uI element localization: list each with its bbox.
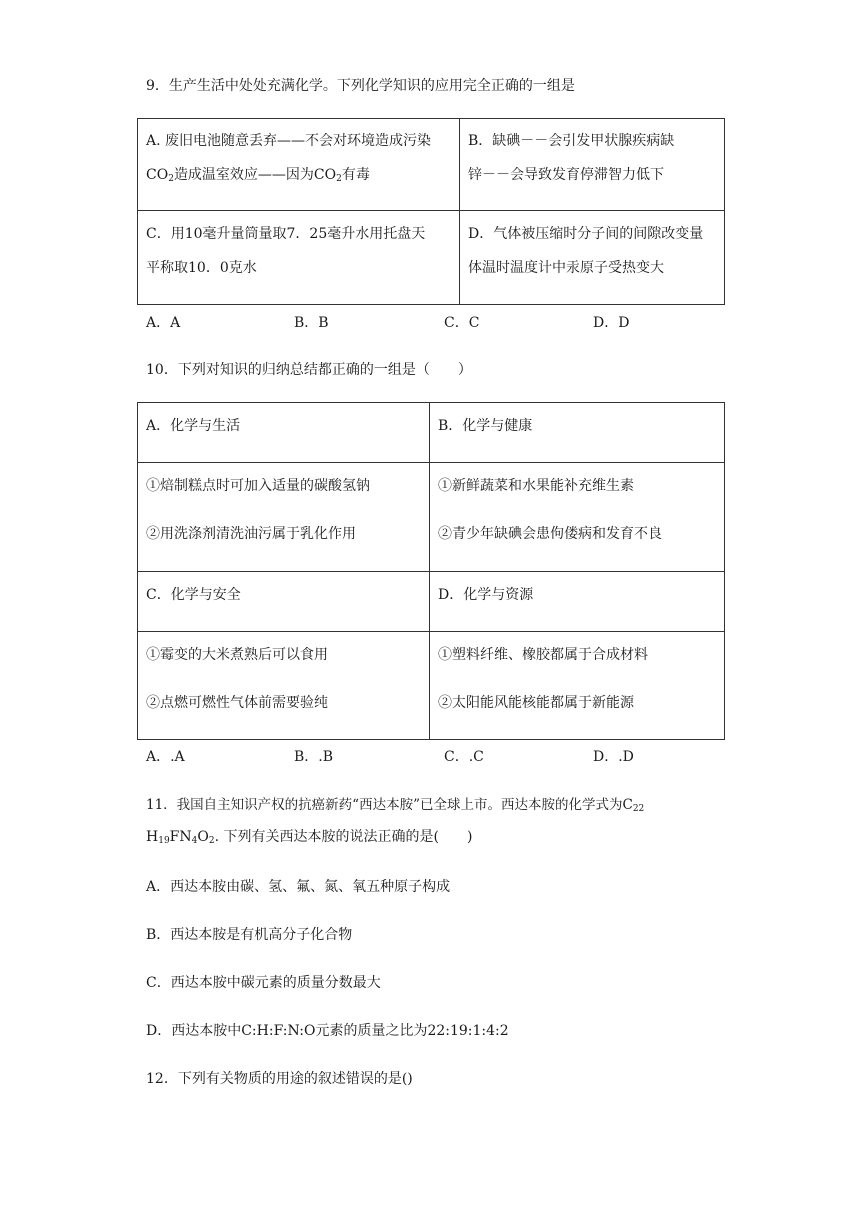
q10-header-d: D．化学与资源: [430, 572, 725, 632]
q10-option-a[interactable]: A．.A: [146, 749, 185, 765]
list-item: ①新鲜蔬菜和水果能补充维生素: [438, 478, 634, 494]
q11-option-c[interactable]: C．西达本胺中碳元素的质量分数最大: [146, 975, 381, 991]
q10-items-c: [138, 632, 430, 740]
q10-items-a: [138, 463, 430, 572]
q10-header-c: C．化学与安全: [138, 572, 430, 632]
list-item: ②用洗涤剂清洗油污属于乳化作用: [146, 526, 356, 542]
question-10-table: [137, 402, 725, 740]
list-item: ②太阳能风能核能都属于新能源: [438, 695, 634, 711]
q9-cell-d: [460, 211, 725, 305]
q10-items-b: [430, 463, 725, 572]
q11-option-b[interactable]: B．西达本胺是有机高分子化合物: [146, 927, 353, 943]
q9-cell-c: [138, 211, 460, 305]
q9-option-b[interactable]: B．B: [294, 315, 329, 331]
q9-option-a[interactable]: A．A: [146, 315, 181, 331]
q9-cell-b-line1: B．缺碘－－会引发甲状腺疾病缺: [468, 133, 675, 149]
question-9-stem: 9．生产生活中处处充满化学。下列化学知识的应用完全正确的一组是: [146, 78, 575, 94]
list-item: ②青少年缺碘会患佝偻病和发育不良: [438, 526, 662, 542]
q10-header-b: B．化学与健康: [430, 403, 725, 463]
q9-cell-d-line2: 体温时温度计中汞原子受热变大: [468, 260, 664, 276]
list-item: ①塑料纤维、橡胶都属于合成材料: [438, 647, 648, 663]
q9-cell-a: [138, 119, 460, 211]
q9-cell-a-line1: A. 废旧电池随意丢弃——不会对环境造成污染: [146, 133, 432, 149]
question-10-stem: 10．下列对知识的归纳总结都正确的一组是（ ）: [146, 362, 472, 378]
question-12-stem: 12．下列有关物质的用途的叙述错误的是(): [146, 1071, 413, 1087]
q9-cell-c-line2: 平称取10．0克水: [146, 260, 257, 276]
question-11-stem-line1: 11．我国自主知识产权的抗癌新药“西达本胺”已全球上市。西达本胺的化学式为$C_{22}$: [146, 797, 645, 814]
q9-cell-b-line2: 锌－－会导致发育停滞智力低下: [468, 167, 664, 183]
q10-items-d: [430, 632, 725, 740]
q9-option-d[interactable]: D．D: [593, 315, 630, 331]
question-11-stem-line2: $H_{19}FN_4O_2$. 下列有关西达本胺的说法正确的是( ): [146, 829, 473, 846]
q11-option-d[interactable]: D．西达本胺中C:H:F:N:O元素的质量之比为22:19:1:4:2: [146, 1023, 509, 1039]
list-item: ①霉变的大米煮熟后可以食用: [146, 647, 328, 663]
q11-option-a[interactable]: A．西达本胺由碳、氢、氟、氮、氧五种原子构成: [146, 879, 451, 895]
q10-option-c[interactable]: C．.C: [444, 749, 484, 765]
q10-header-a: A．化学与生活: [138, 403, 430, 463]
question-9-table: [137, 118, 725, 305]
list-item: ②点燃可燃性气体前需要验纯: [146, 695, 328, 711]
q9-cell-b: [460, 119, 725, 211]
q9-cell-a-line2: $CO_2$造成温室效应——因为$CO_2$有毒: [146, 167, 370, 184]
list-item: ①焙制糕点时可加入适量的碳酸氢钠: [146, 478, 370, 494]
q9-option-c[interactable]: C．C: [444, 315, 480, 331]
q9-cell-d-line1: D．气体被压缩时分子间的间隙改变量: [468, 226, 704, 242]
q9-cell-c-line1: C．用10毫升量筒量取7．25毫升水用托盘天: [146, 226, 426, 242]
q10-option-b[interactable]: B．.B: [294, 749, 334, 765]
q10-option-d[interactable]: D．.D: [593, 749, 634, 765]
